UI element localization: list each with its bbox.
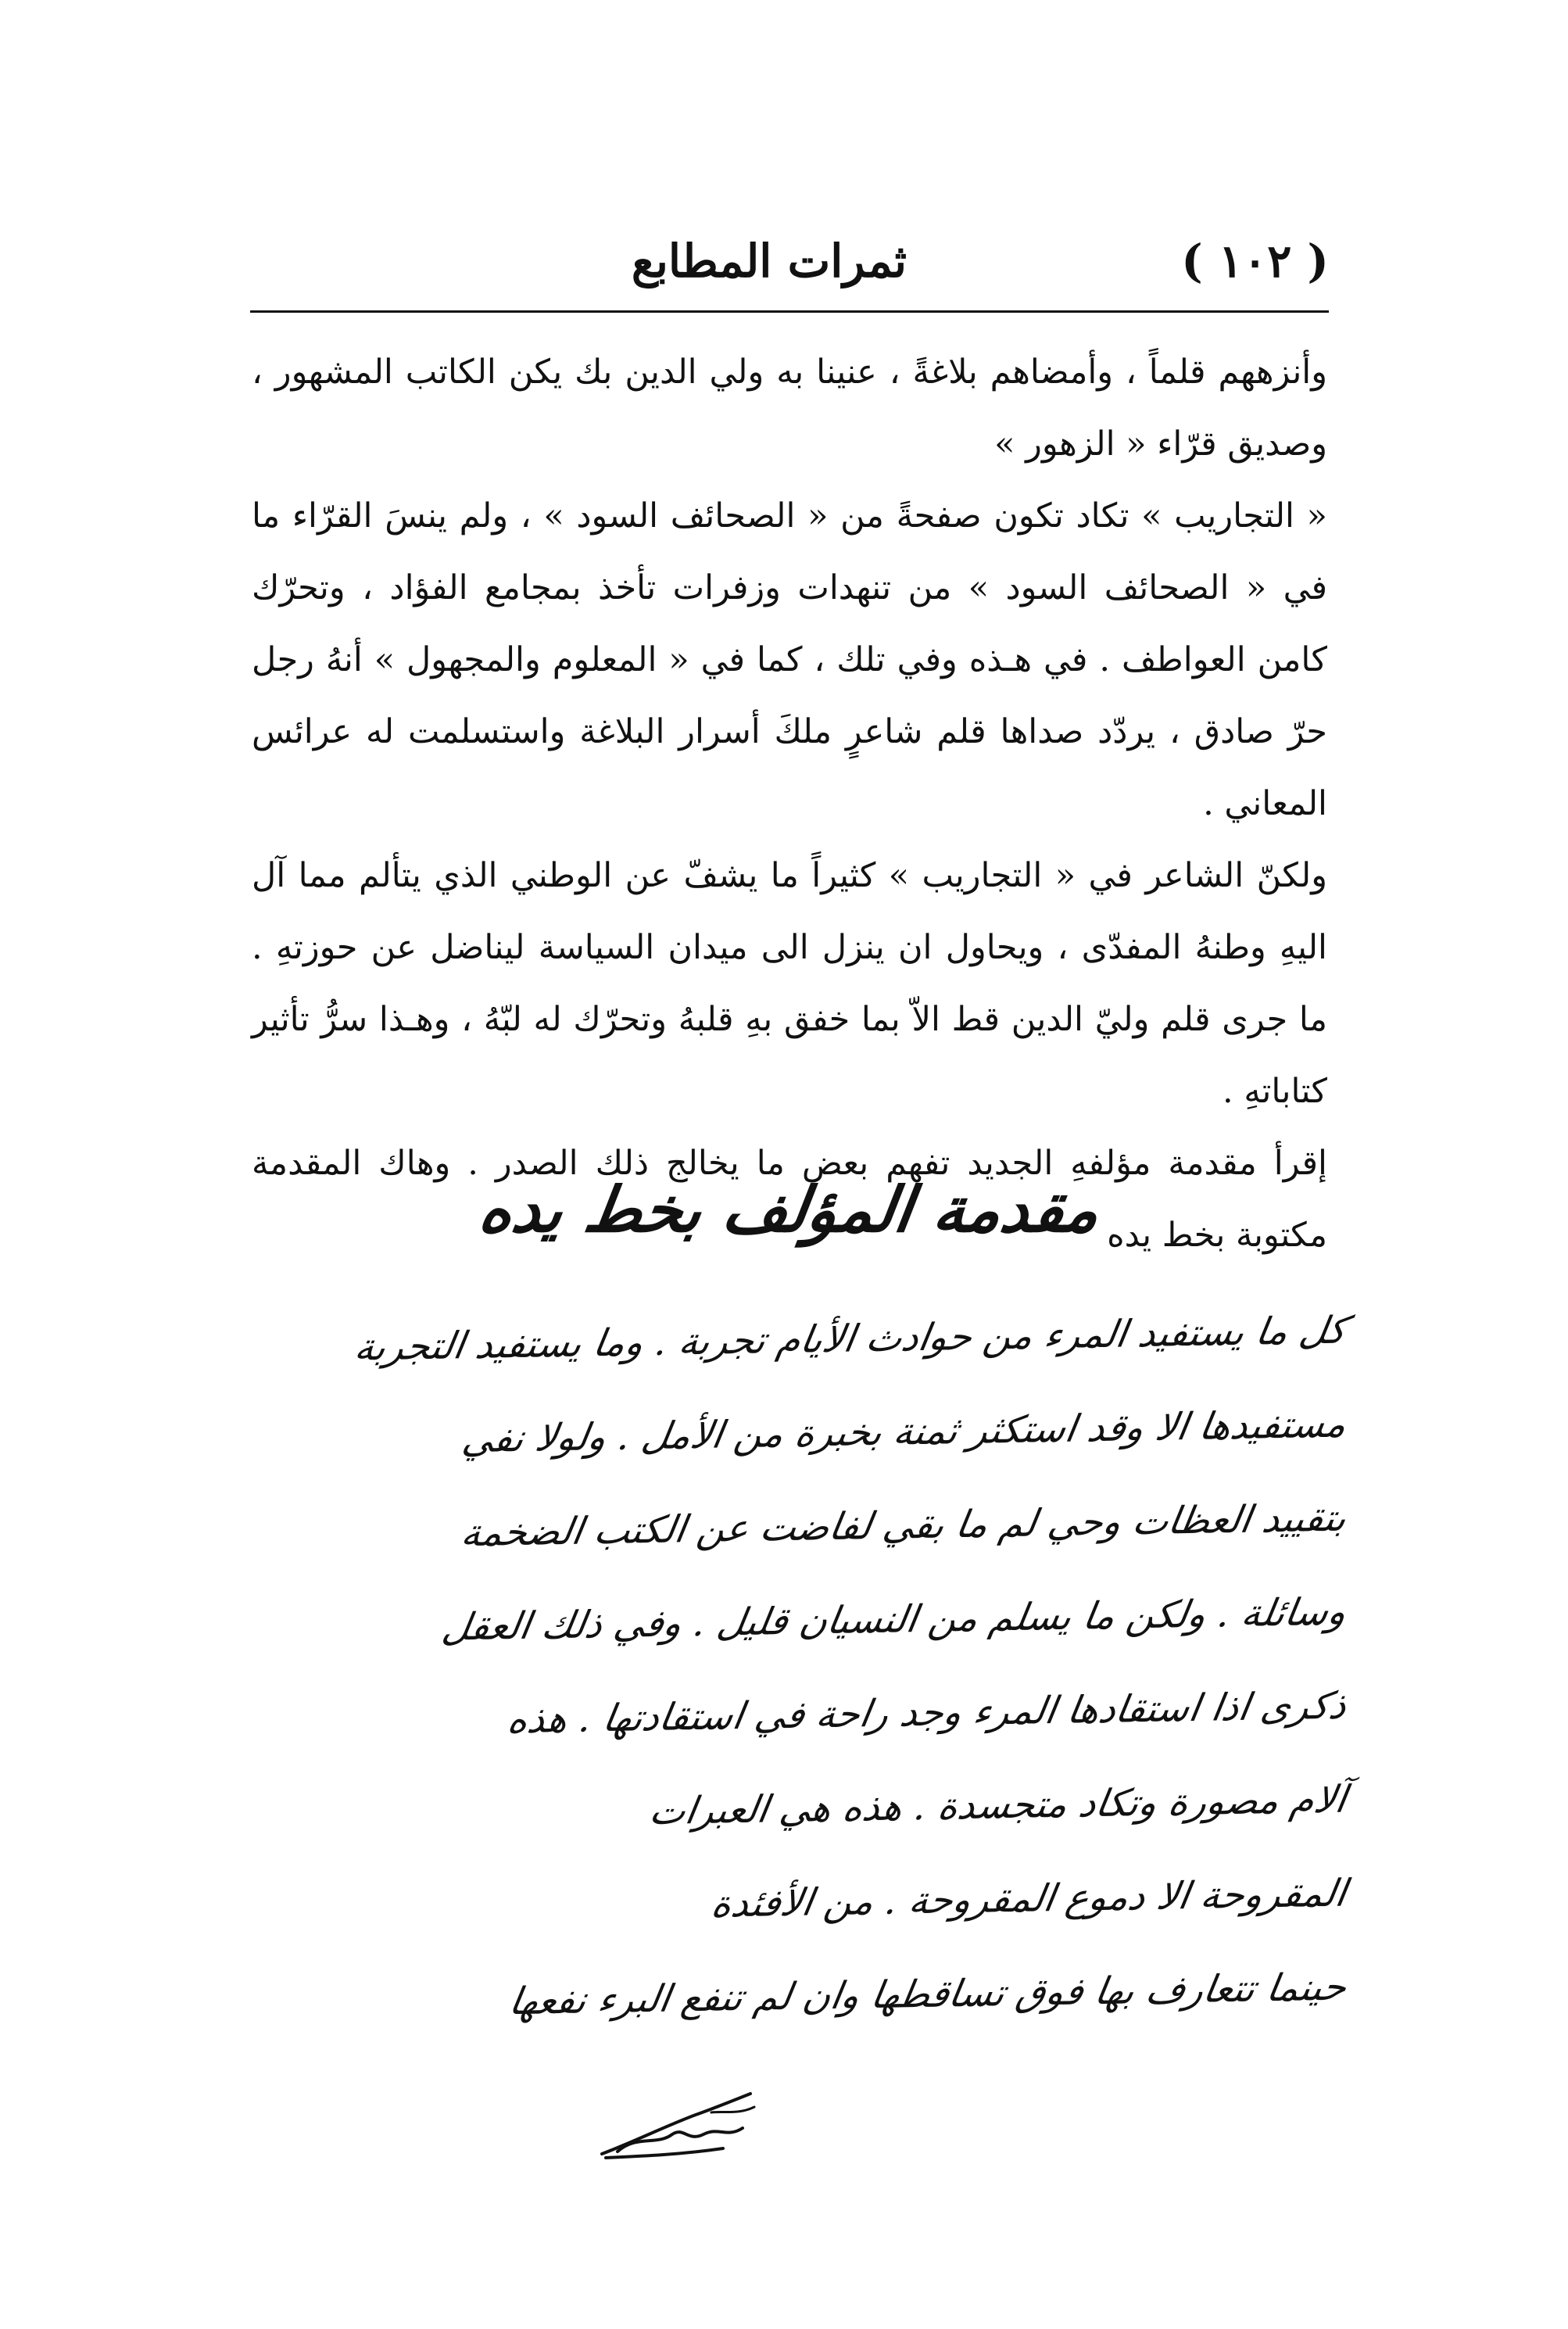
page-header: [250, 227, 1329, 313]
paragraph: « التجاريب » تكاد تكون صفحةً من « الصحائف السود » ، ولم ينسَ القرّاء ما في « الصحائف السود » من تنهدات وزفرات تأخذ بمجامع الفؤاد ، وتحرّك كامن العواطف . في هـذه وفي تلك ، كما في « المعلوم والمجهول » أنهُ رجل حرّ صادق ، يردّد صداها قلم شاعرٍ ملكَ أسرار البلاغة واستسلمت له عرائس المعاني .: [252, 496, 1327, 823]
signature-icon: [594, 2080, 782, 2166]
handwritten-title: مقدمة المؤلف بخط يده: [474, 1173, 1104, 1246]
paragraph: إقرأ مقدمة مؤلفهِ الجديد تفهم بعض ما يخالج ذلك الصدر . وهاك المقدمة مكتوبة بخط يده: [252, 1144, 1327, 1255]
handwritten-line: ذكرى اذا استقادها المرء وجد راحة في استقادتها . هذه: [504, 1683, 1350, 1743]
handwritten-line: وسائلة . ولكن ما يسلم من النسيان قليل . وفي ذلك العقل: [439, 1589, 1350, 1650]
handwritten-line: المقروحة الا دموع المقروحة . من الأفئدة: [708, 1871, 1350, 1926]
page-title: ثمرات المطابع: [631, 235, 907, 288]
handwritten-line: بتقييد العظات وحي لم ما بقي لفاضت عن الكتب الضخمة: [458, 1496, 1350, 1556]
handwritten-line: كل ما يستفيد المرء من حوادث الأيام تجربة . وما يستفيد التجربة: [351, 1308, 1350, 1370]
paragraph: وأنزههم قلماً ، وأمضاهم بلاغةً ، عنينا به ولي الدين بك يكن الكاتب المشهور ، وصديق قرّاء « الزهور »: [252, 353, 1327, 464]
handwritten-line: حينما تتعارف بها فوق تساقطها وان لم تنفع البرء نفعها: [506, 1965, 1350, 2024]
article-body: [252, 336, 1327, 1271]
paragraph: ولكنّ الشاعر في « التجاريب » كثيراً ما يشفّ عن الوطني الذي يتألم مما آل اليهِ وطنهُ المفدّى ، ويحاول ان ينزل الى ميدان السياسة ليناضل عن حوزتهِ . ما جرى قلم وليّ الدين قط الاّ بما خفق بهِ قلبهُ وتحرّك له لبّهُ ، وهـذا سرُّ تأثير كتاباتهِ .: [252, 856, 1327, 1111]
handwritten-line: آلام مصورة وتكاد متجسدة . هذه هي العبرات: [646, 1777, 1350, 1834]
handwritten-line: مستفيدها الا وقد استكثر ثمنة بخبرة من الأمل . ولولا نفي: [459, 1402, 1350, 1462]
page-number: ( ١٠٢ ): [1181, 235, 1329, 288]
header-divider: [250, 310, 1329, 313]
handwritten-preface: [234, 1173, 1350, 2044]
